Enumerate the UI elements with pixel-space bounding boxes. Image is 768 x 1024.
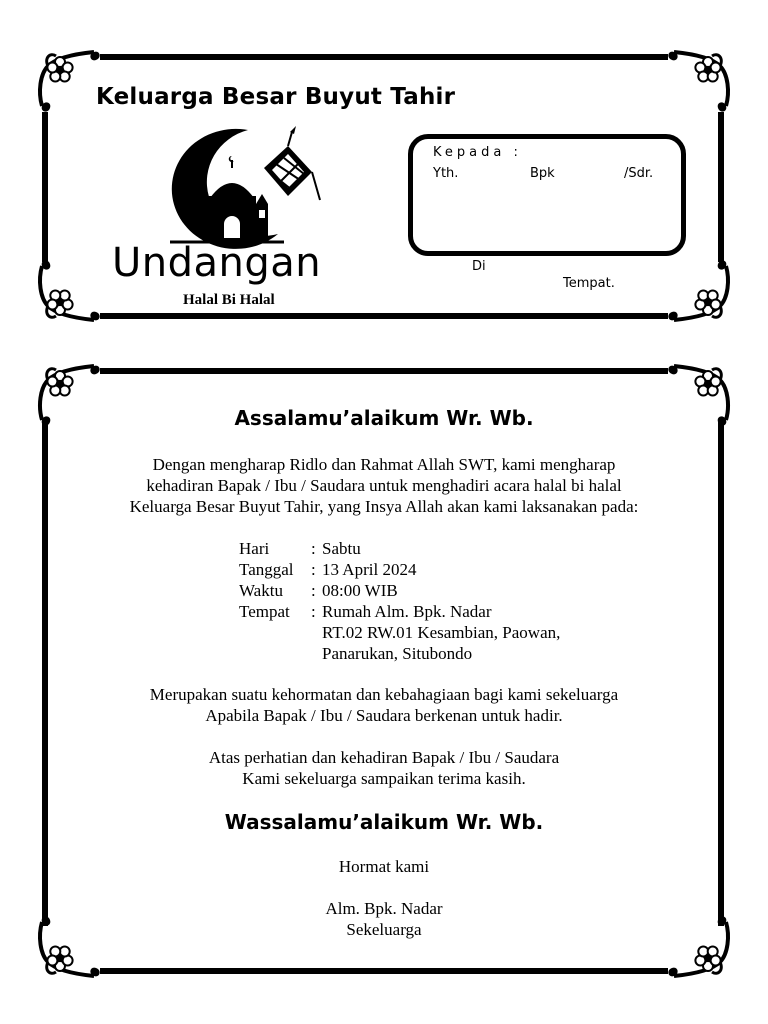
intro-paragraph bbox=[60, 454, 708, 517]
colon: : bbox=[311, 560, 316, 579]
hormat-kami bbox=[60, 856, 708, 877]
hari-value: Sabtu bbox=[322, 539, 361, 558]
invitation-title: Undangan bbox=[112, 240, 322, 286]
crescent-mosque-ketupat-icon bbox=[160, 124, 325, 249]
letter-panel-border-top bbox=[100, 368, 668, 374]
hari-label: Hari bbox=[239, 539, 270, 558]
floral-corner-icon bbox=[34, 44, 104, 114]
waktu-value: 08:00 WIB bbox=[322, 581, 398, 600]
colon: : bbox=[311, 539, 316, 558]
thanks-paragraph bbox=[60, 747, 708, 789]
signer-name: Alm. Bpk. Nadar bbox=[325, 899, 443, 918]
sdr-label: /Sdr. bbox=[624, 166, 654, 181]
top-panel-border-right bbox=[718, 112, 724, 262]
intro-line: Dengan mengharap Ridlo dan Rahmat Allah SWT, kami mengharap bbox=[152, 455, 616, 474]
letter-panel-border-left bbox=[42, 420, 48, 926]
family-title: Keluarga Besar Buyut Tahir bbox=[96, 84, 456, 110]
bpk-label: Bpk bbox=[530, 166, 555, 181]
yth-label: Yth. bbox=[433, 166, 459, 181]
top-panel-border-left bbox=[42, 112, 48, 262]
colon: : bbox=[311, 581, 316, 600]
closing-greeting: Wassalamu’alaikum Wr. Wb. bbox=[224, 810, 544, 834]
invitation-subtitle: Halal Bi Halal bbox=[183, 292, 275, 308]
letter-panel-border-bottom bbox=[100, 968, 668, 974]
honor-line: Apabila Bapak / Ibu / Saudara berkenan untuk hadir. bbox=[205, 706, 563, 725]
intro-line: kehadiran Bapak / Ibu / Saudara untuk menghadiri acara halal bi halal bbox=[146, 476, 622, 495]
opening-greeting: Assalamu’alaikum Wr. Wb. bbox=[234, 406, 534, 430]
tempat-value-line-3: Panarukan, Situbondo bbox=[322, 644, 473, 663]
thanks-line: Kami sekeluarga sampaikan terima kasih. bbox=[242, 769, 526, 788]
intro-line: Keluarga Besar Buyut Tahir, yang Insya Allah akan kami laksanakan pada: bbox=[129, 497, 639, 516]
floral-corner-icon bbox=[664, 258, 734, 328]
honor-paragraph bbox=[60, 684, 708, 726]
top-panel-border-bottom bbox=[100, 313, 668, 319]
tempat-value: Rumah Alm. Bpk. Nadar bbox=[322, 602, 492, 621]
floral-corner-icon bbox=[664, 44, 734, 114]
signer-family: Sekeluarga bbox=[346, 920, 422, 939]
thanks-line: Atas perhatian dan kehadiran Bapak / Ibu / Saudara bbox=[208, 748, 560, 767]
letter-panel-border-right bbox=[718, 420, 724, 926]
tanggal-value: 13 April 2024 bbox=[322, 560, 417, 579]
colon: : bbox=[311, 602, 316, 621]
tempat-detail-label: Tempat bbox=[239, 602, 290, 621]
floral-corner-icon bbox=[34, 258, 104, 328]
waktu-label: Waktu bbox=[239, 581, 283, 600]
honor-line: Merupakan suatu kehormatan dan kebahagiaan bagi kami sekeluarga bbox=[149, 685, 619, 704]
signature-block bbox=[60, 898, 708, 940]
di-label: Di bbox=[472, 259, 486, 274]
kepada-label: Kepada : bbox=[433, 145, 522, 160]
tempat-value-line-2: RT.02 RW.01 Kesambian, Paowan, bbox=[322, 623, 561, 642]
tanggal-label: Tanggal bbox=[239, 560, 294, 579]
tempat-label: Tempat. bbox=[563, 276, 615, 291]
hormat-line: Hormat kami bbox=[338, 857, 430, 876]
top-panel-border-top bbox=[100, 54, 668, 60]
